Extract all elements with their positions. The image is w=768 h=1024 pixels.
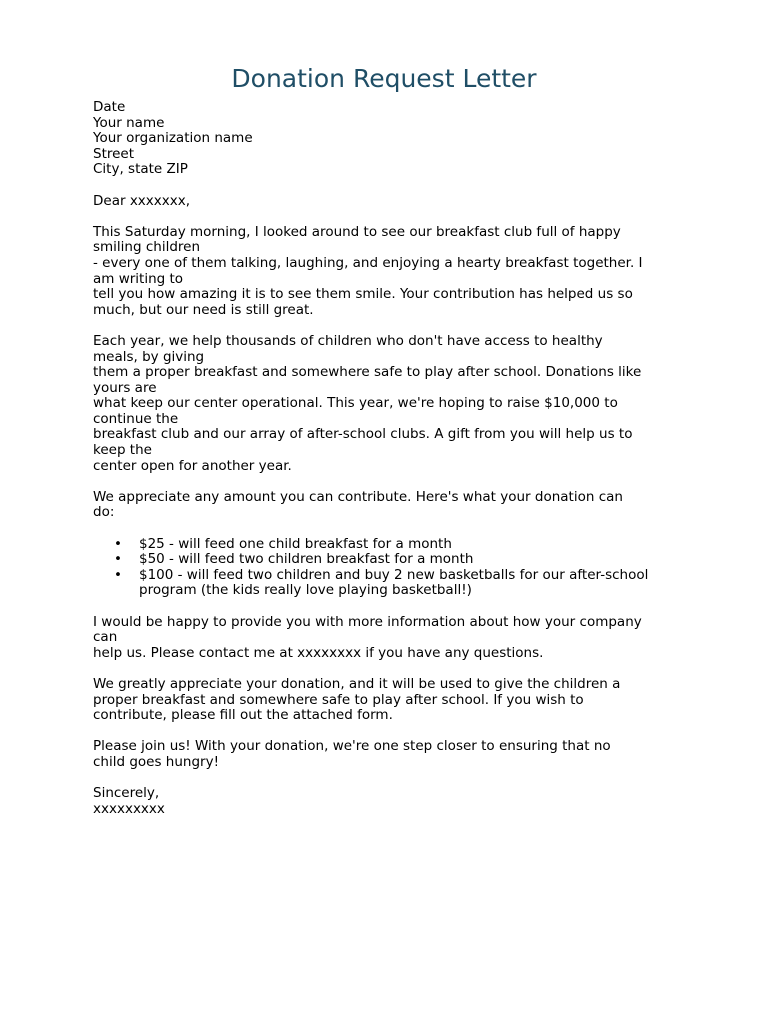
sender-address	[93, 100, 683, 178]
paragraph-line: keep the	[93, 442, 152, 459]
paragraph-line: can	[93, 629, 118, 646]
paragraph-line: We appreciate any amount you can contribute. Here's what your donation can	[93, 488, 623, 505]
sender-date: Date	[93, 99, 126, 115]
list-item-text: program (the kids really love playing basketball!)	[139, 582, 472, 599]
paragraph-line: I would be happy to provide you with more information about how your company	[93, 613, 642, 630]
paragraph-call-to-action	[93, 739, 683, 770]
list-item	[93, 537, 683, 553]
paragraph-line: center open for another year.	[93, 457, 292, 474]
bullet-icon: •	[114, 566, 122, 583]
paragraph-line: This Saturday morning, I looked around to see our breakfast club full of happy	[93, 223, 621, 240]
paragraph-line: breakfast club and our array of after-school clubs. A gift from you will help us to	[93, 426, 633, 443]
sender-city: City, state ZIP	[93, 161, 188, 178]
paragraph-contact	[93, 615, 683, 662]
sender-street: Street	[93, 145, 135, 162]
sender-organization: Your organization name	[93, 130, 253, 147]
paragraph-line: tell you how amazing it is to see them smile. Your contribution has helped us so	[93, 286, 633, 303]
paragraph-line: do:	[93, 504, 115, 521]
paragraph-line: proper breakfast and somewhere safe to play after school. If you wish to	[93, 691, 584, 708]
paragraph-line: smiling children	[93, 239, 201, 256]
paragraph-line: contribute, please fill out the attached form.	[93, 707, 393, 724]
paragraph-line: continue the	[93, 410, 179, 427]
closing-salutation: Sincerely,	[93, 785, 160, 802]
paragraph-line: what keep our center operational. This year, we're hoping to raise $10,000 to	[93, 395, 618, 412]
paragraph-donation-intro	[93, 490, 683, 521]
paragraph-line: - every one of them talking, laughing, and enjoying a hearty breakfast together. I	[93, 254, 643, 271]
paragraph-mission	[93, 334, 683, 474]
list-item	[93, 552, 683, 568]
paragraph-line: Each year, we help thousands of children who don't have access to healthy	[93, 332, 603, 349]
paragraph-line: much, but our need is still great.	[93, 301, 314, 318]
signature: xxxxxxxxx	[93, 800, 165, 817]
letter-body	[93, 100, 683, 817]
greeting: Dear xxxxxxx,	[93, 192, 191, 209]
list-item-text: $100 - will feed two children and buy 2 new basketballs for our after-school	[139, 566, 649, 583]
list-item-text: $50 - will feed two children breakfast for a month	[139, 551, 474, 568]
sender-name: Your name	[93, 114, 165, 131]
paragraph-appreciation	[93, 677, 683, 724]
bullet-icon: •	[114, 551, 122, 568]
paragraph-intro	[93, 225, 683, 319]
paragraph-line: am writing to	[93, 270, 184, 287]
closing	[93, 786, 683, 817]
paragraph-line: meals, by giving	[93, 348, 205, 365]
page-title: Donation Request Letter	[231, 64, 537, 93]
paragraph-line: We greatly appreciate your donation, and it will be used to give the children a	[93, 675, 621, 692]
paragraph-line: Please join us! With your donation, we're one step closer to ensuring that no	[93, 738, 611, 755]
list-item	[93, 568, 683, 599]
bullet-icon: •	[114, 535, 122, 552]
paragraph-line: yours are	[93, 379, 157, 396]
paragraph-line: child goes hungry!	[93, 753, 219, 770]
paragraph-line: them a proper breakfast and somewhere safe to play after school. Donations like	[93, 364, 642, 381]
list-item-text: $25 - will feed one child breakfast for a month	[139, 535, 452, 552]
donation-list	[93, 537, 683, 599]
paragraph-line: help us. Please contact me at xxxxxxxx if you have any questions.	[93, 644, 544, 661]
